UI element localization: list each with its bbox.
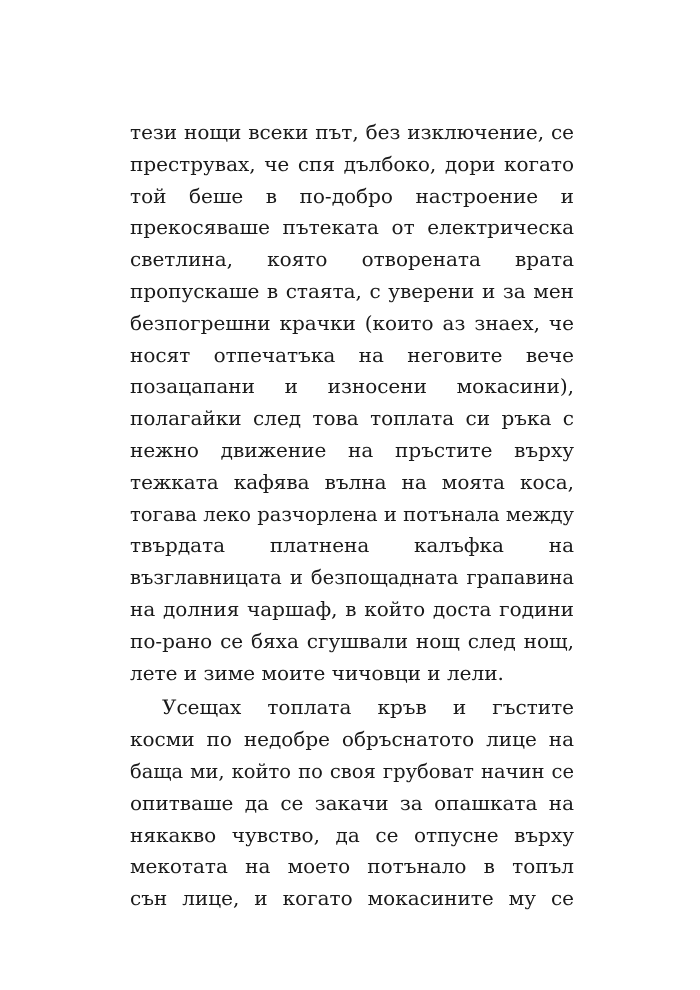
text-line: на долния чаршаф, в който доста години — [130, 596, 574, 621]
text-line: мекотата на моето потънало в топъл — [130, 854, 574, 879]
text-line: баща ми, който по своя грубоват начин се — [130, 759, 574, 783]
text-line: преструвах, че спя дълбоко, дори когато — [130, 151, 574, 176]
text-line: Усещах топлата кръв и гъстите — [162, 695, 574, 720]
text-line: той беше в по-добро настроение и — [130, 183, 574, 208]
page-text — [130, 117, 574, 915]
text-line: тогава леко разчорлена и потънала между — [130, 502, 574, 526]
paragraph-2 — [130, 692, 574, 915]
text-line: безпогрешни крачки (които аз знаех, че — [130, 310, 574, 335]
text-line: позацапани и износени мокасини), — [130, 374, 574, 399]
text-line: полагайки след това топлата си ръка с — [130, 406, 574, 431]
text-line: тежката кафява вълна на моята коса, — [130, 469, 574, 494]
text-line: опитваше да се закачи за опашката на — [130, 790, 574, 815]
text-line: възглавницата и безпощадната грапавина — [130, 566, 574, 590]
text-line: тези нощи всеки път, без изключение, се — [130, 120, 574, 144]
text-line: косми по недобре обръснатото лице на — [130, 727, 574, 752]
text-line: носят отпечатъка на неговите вече — [130, 342, 574, 367]
text-line: някакво чувство, да се отпусне върху — [130, 822, 574, 847]
text-line: нежно движение на пръстите върху — [130, 437, 574, 462]
text-line: сън лице, и когато мокасините му се — [130, 886, 574, 911]
text-line: прекосяваше пътеката от електрическа — [130, 215, 574, 240]
text-line: лете и зиме моите чичовци и лели. — [130, 660, 504, 685]
text-line: пропускаше в стаята, с уверени и за мен — [130, 278, 574, 303]
paragraph-1 — [130, 117, 574, 689]
text-line: по-рано се бяха сгушвали нощ след нощ, — [130, 628, 574, 653]
text-line: твърдата платнена калъфка на — [130, 533, 574, 558]
text-line: светлина, която отворената врата — [130, 247, 574, 272]
